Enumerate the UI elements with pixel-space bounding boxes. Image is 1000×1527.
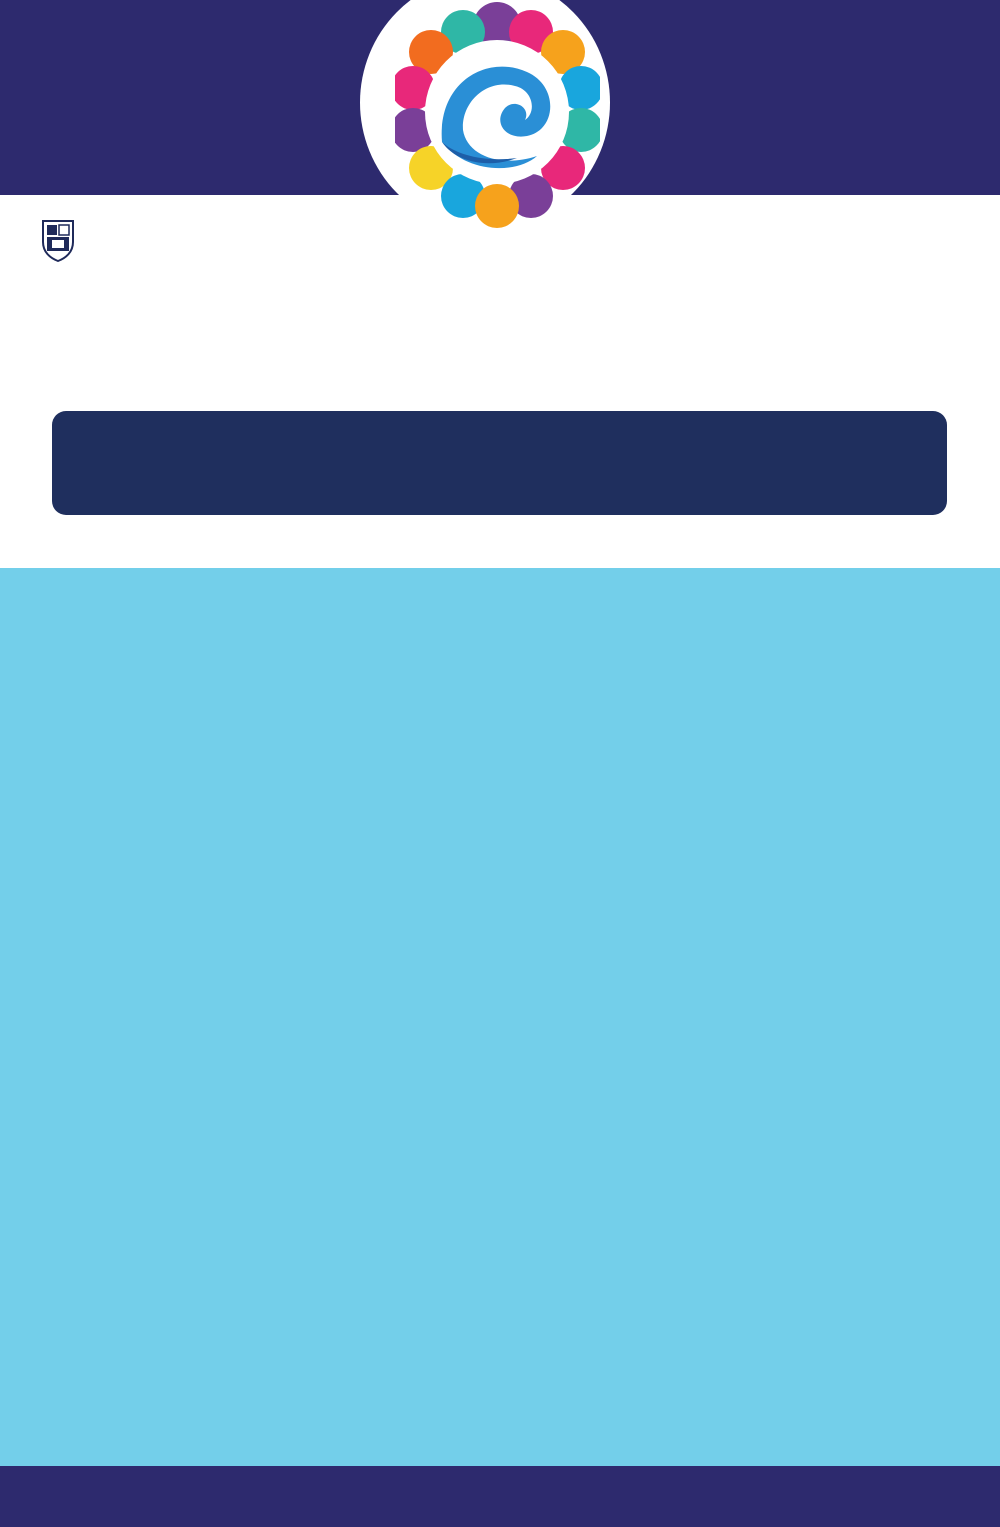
festival-flower-logo	[395, 0, 600, 235]
bases-right-column	[518, 575, 973, 627]
municipality-logo	[40, 216, 240, 266]
bases-left-column	[28, 575, 483, 634]
base-item-address	[28, 591, 483, 624]
petal	[475, 184, 519, 228]
base-item	[518, 585, 973, 618]
prize-categories-box	[52, 411, 947, 515]
decorative-bottom-band	[0, 1466, 1000, 1527]
coat-of-arms-icon	[40, 218, 76, 262]
bases-panel	[0, 568, 1000, 1466]
decorative-scallop-band	[0, 520, 1000, 570]
